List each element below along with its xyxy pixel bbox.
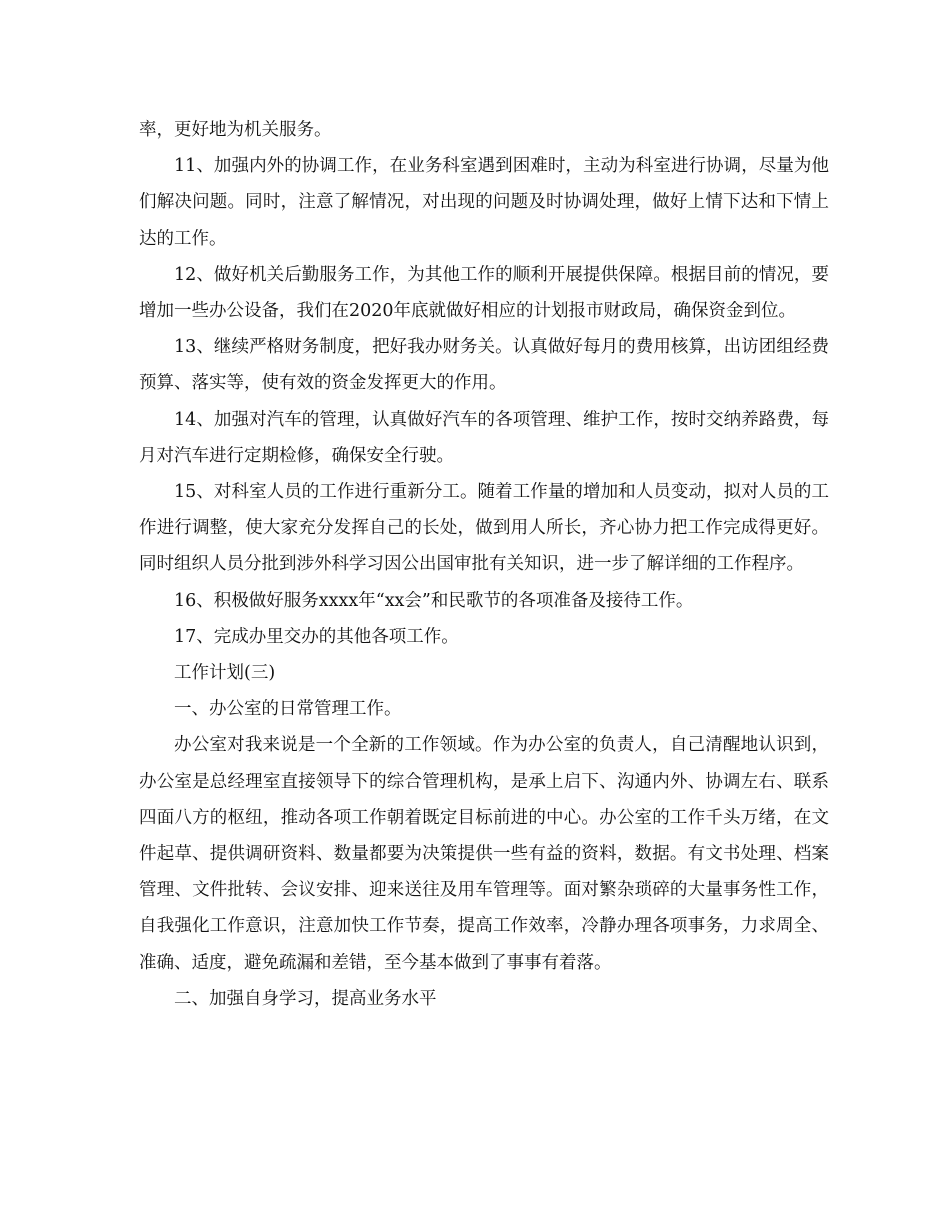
paragraph-item-17: 17、完成办里交办的其他各项工作。: [174, 626, 459, 647]
section-heading-plan-3: 工作计划(三): [174, 663, 276, 684]
paragraph-item-14: 14、加强对汽车的管理，认真做好汽车的各项管理、维护工作，按时交纳养路费，每月对汽车进行定期检修，确保安全行驶。: [139, 409, 829, 466]
subsection-heading-1: 一、办公室的日常管理工作。: [174, 699, 402, 720]
paragraph-item-13: 13、继续严格财务制度，把好我办财务关。认真做好每月的费用核算，出访团组经费预算、落实等，使有效的资金发挥更大的作用。: [139, 337, 829, 394]
paragraph-continuation: 率，更好地为机关服务。: [139, 120, 332, 140]
paragraph-item-11: 11、加强内外的协调工作，在业务科室遇到困难时，主动为科室进行协调，尽量为他们解决问题。同时，注意了解情况，对出现的问题及时协调处理，做好上情下达和下情上达的工作。: [139, 156, 829, 249]
paragraph-office-description: 办公室对我来说是一个全新的工作领域。作为办公室的负责人，自己清醒地认识到，办公室是总经理室直接领导下的综合管理机构，是承上启下、沟通内外、协调左右、联系四面八方的枢纽，推动各项工作朝着既定目标前进的中心。办公室的工作千头万绪，在文件起草、提供调研资料、数量都要为决策提供一些有益的资料，数据。有文书处理、档案管理、文件批转、会议安排、迎来送往及用车管理等。面对繁杂琐碎的大量事务性工作，自我强化工作意识，注意加快工作节奏，提高工作效率，冷静办理各项事务，力求周全、准确、适度，避免疏漏和差错，至今基本做到了事事有着落。: [139, 735, 829, 973]
paragraph-item-12: 12、做好机关后勤服务工作，为其他工作的顺利开展提供保障。根据目前的情况，要增加一些办公设备，我们在2020年底就做好相应的计划报市财政局，确保资金到位。: [139, 264, 829, 322]
document-page: [139, 112, 829, 1017]
paragraph-item-15: 15、对科室人员的工作进行重新分工。随着工作量的增加和人员变动，拟对人员的工作进行调整，使大家充分发挥自己的长处，做到用人所长，齐心协力把工作完成得更好。同时组织人员分批到涉外科学习因公出国审批有关知识，进一步了解详细的工作程序。: [139, 482, 829, 575]
paragraph-item-16: 16、积极做好服务xxxx年“xx会”和民歌节的各项准备及接待工作。: [174, 590, 694, 611]
subsection-heading-2: 二、加强自身学习，提高业务水平: [174, 988, 437, 1009]
